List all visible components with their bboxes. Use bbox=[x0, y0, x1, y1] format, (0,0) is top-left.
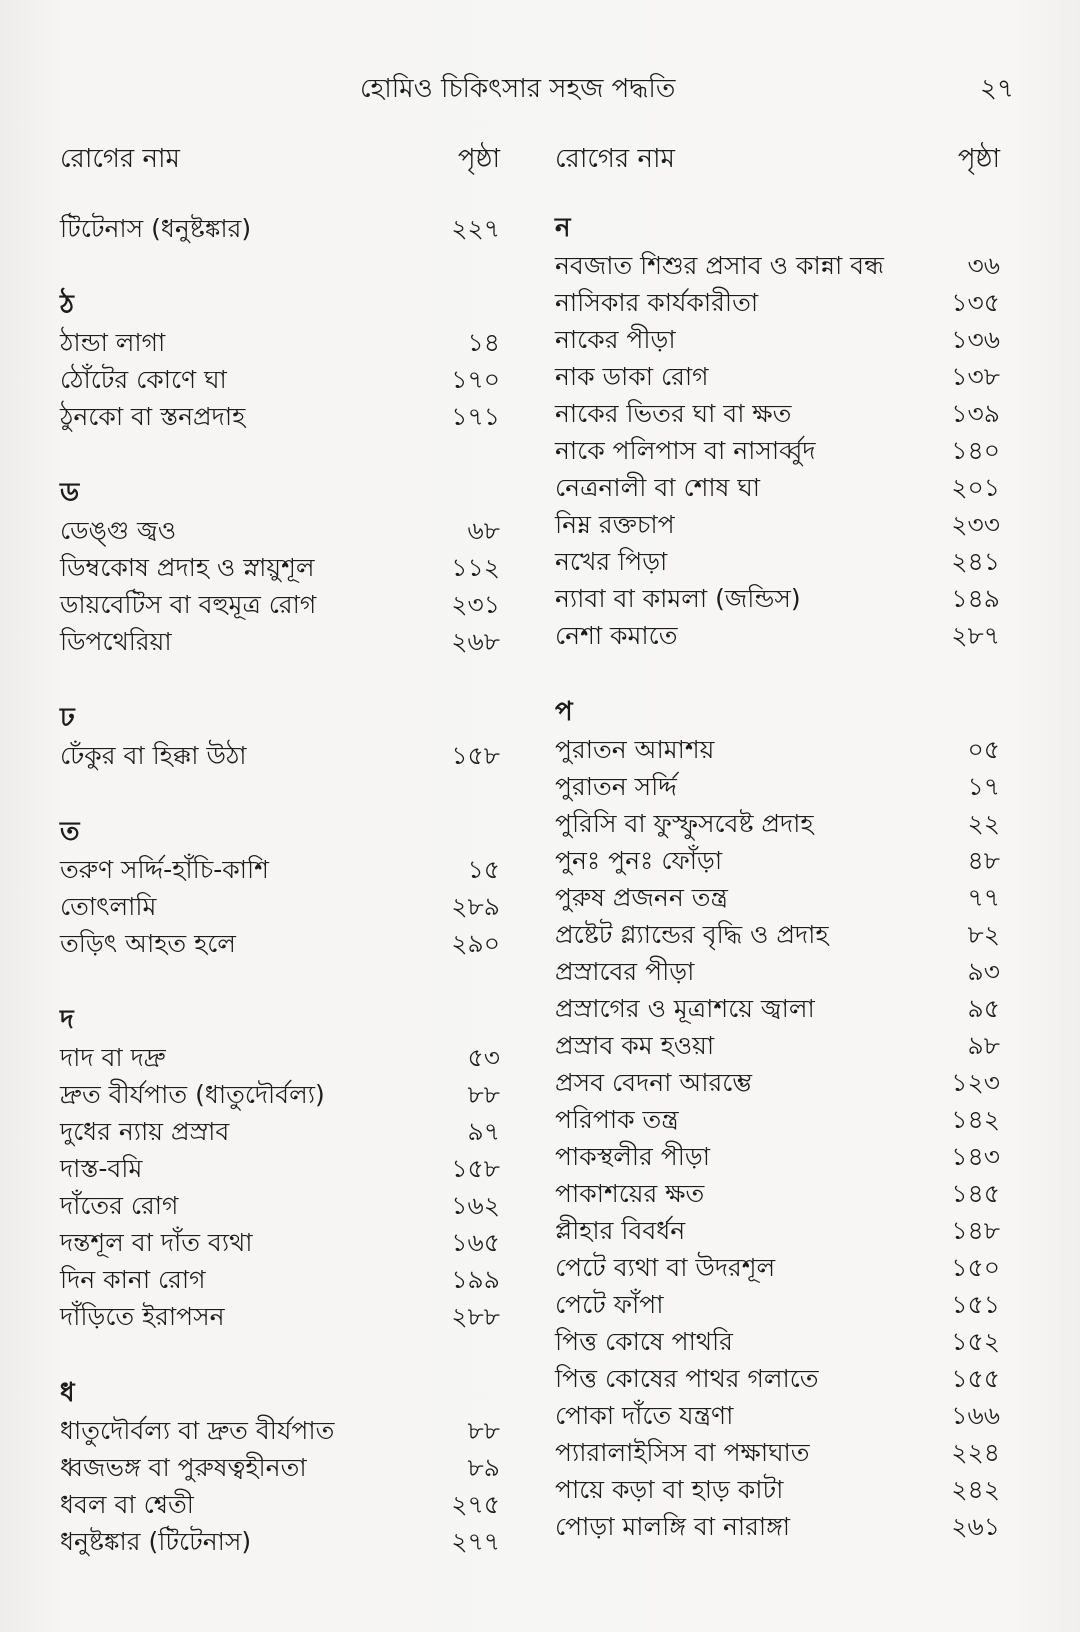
disease-name: পেটে ফাঁপা bbox=[555, 1290, 664, 1319]
page-ref: ২৮৮ bbox=[451, 1302, 500, 1331]
section-letter: ড bbox=[60, 478, 80, 508]
disease-name: পুনঃ পুনঃ ফোঁড়া bbox=[555, 846, 723, 875]
index-entry bbox=[555, 617, 1000, 654]
disease-name: ডেঙ্গু জ্বও bbox=[60, 516, 177, 545]
disease-name: ঢেঁকুর বা হিক্কা উঠা bbox=[60, 741, 247, 770]
index-entry bbox=[60, 586, 500, 623]
disease-name: পিত্ত কোষের পাথর গলাতে bbox=[555, 1364, 819, 1393]
disease-name: নাসিকার কার্যকারীতা bbox=[555, 288, 759, 317]
index-entry bbox=[60, 1261, 500, 1298]
disease-name: ঠান্ডা লাগা bbox=[60, 328, 166, 357]
index-entry bbox=[60, 1224, 500, 1261]
page-heading: পৃষ্ঠা bbox=[457, 144, 500, 174]
index-entry bbox=[555, 953, 1000, 990]
disease-name: ধবল বা শ্বেতী bbox=[60, 1490, 194, 1519]
section-letter: ত bbox=[60, 817, 80, 847]
disease-name: পাকস্থলীর পীড়া bbox=[555, 1142, 710, 1171]
index-entry bbox=[555, 1249, 1000, 1286]
section-letter: প bbox=[555, 697, 573, 727]
disease-name-heading: রোগের নাম bbox=[60, 144, 180, 174]
page-ref: ১৩৫ bbox=[951, 288, 1000, 317]
index-entry bbox=[555, 990, 1000, 1027]
page-ref: ২৩৩ bbox=[951, 510, 1000, 539]
page-ref: ৮৯ bbox=[467, 1453, 500, 1482]
right-column bbox=[555, 130, 1000, 1545]
running-head bbox=[0, 68, 1080, 108]
page-ref: ২২৪ bbox=[951, 1438, 1000, 1467]
index-entry bbox=[60, 1412, 500, 1449]
index-entry bbox=[60, 1150, 500, 1187]
disease-name: দাঁড়িতে ইরাপসন bbox=[60, 1302, 225, 1331]
disease-name: তড়িৎ আহত হলে bbox=[60, 929, 236, 958]
index-entry bbox=[60, 1449, 500, 1486]
page-ref: ৯৮ bbox=[967, 1031, 1000, 1060]
index-entry bbox=[60, 361, 500, 398]
disease-name: দাস্ত-বমি bbox=[60, 1154, 143, 1183]
index-entry bbox=[60, 324, 500, 361]
index-entry bbox=[60, 1486, 500, 1523]
index-entry bbox=[555, 395, 1000, 432]
index-entry bbox=[555, 879, 1000, 916]
disease-name: ডিপথেরিয়া bbox=[60, 627, 172, 656]
section-letter: দ bbox=[60, 1005, 74, 1035]
page-ref: ২২৭ bbox=[451, 214, 500, 243]
right-index-list bbox=[555, 210, 1000, 1545]
disease-name: ডায়বেটিস বা বহুমূত্র রোগ bbox=[60, 590, 317, 619]
page-ref: ১৫১ bbox=[951, 1290, 1000, 1319]
page-ref: ২৭৭ bbox=[451, 1527, 500, 1556]
page-ref: ১৭০ bbox=[451, 365, 500, 394]
index-entry bbox=[60, 1523, 500, 1560]
index-entry bbox=[555, 1101, 1000, 1138]
index-entry bbox=[555, 543, 1000, 580]
disease-name: নবজাত শিশুর প্রসাব ও কান্না বন্ধ bbox=[555, 251, 884, 280]
index-entry bbox=[60, 851, 500, 888]
index-entry bbox=[60, 1113, 500, 1150]
disease-name: দন্তশূল বা দাঁত ব্যথা bbox=[60, 1228, 253, 1257]
disease-name: পুরাতন আমাশয় bbox=[555, 735, 715, 764]
disease-name: তোৎলামি bbox=[60, 892, 157, 921]
index-entry bbox=[555, 1434, 1000, 1471]
disease-name: ডিম্বকোষ প্রদাহ ও স্নায়ুশূল bbox=[60, 553, 315, 582]
page-ref: ২৬১ bbox=[951, 1512, 1000, 1541]
page-ref: ২০১ bbox=[951, 473, 1000, 502]
index-entry bbox=[60, 549, 500, 586]
page-ref: ৫৩ bbox=[467, 1043, 500, 1072]
disease-name: প্যারালাইসিস বা পক্ষাঘাত bbox=[555, 1438, 810, 1467]
page-heading: পৃষ্ঠা bbox=[957, 144, 1000, 174]
disease-name: নিম্ন রক্তচাপ bbox=[555, 510, 675, 539]
disease-name: দাদ বা দদ্রু bbox=[60, 1043, 166, 1072]
page-ref: ৭৭ bbox=[967, 883, 1000, 912]
index-entry bbox=[60, 512, 500, 549]
index-entry bbox=[60, 1187, 500, 1224]
disease-name-heading: রোগের নাম bbox=[555, 144, 675, 174]
index-entry bbox=[555, 580, 1000, 617]
index-entry bbox=[555, 916, 1000, 953]
page-ref: ১৪৫ bbox=[951, 1179, 1000, 1208]
disease-name: প্রসব বেদনা আরম্ভে bbox=[555, 1068, 753, 1097]
section-letter: ন bbox=[555, 213, 571, 243]
index-entry bbox=[555, 358, 1000, 395]
index-entry bbox=[555, 1175, 1000, 1212]
page-ref: ১১২ bbox=[451, 553, 500, 582]
page-ref: ১৭১ bbox=[451, 402, 500, 431]
index-entry bbox=[60, 925, 500, 962]
page-ref: ৩৬ bbox=[967, 251, 1000, 280]
page-ref: ২৪১ bbox=[951, 547, 1000, 576]
index-entry bbox=[555, 1397, 1000, 1434]
disease-name: নেশা কমাতে bbox=[555, 621, 678, 650]
page-ref: ১৫০ bbox=[951, 1253, 1000, 1282]
index-entry bbox=[555, 768, 1000, 805]
disease-name: নেত্রনালী বা শোষ ঘা bbox=[555, 473, 761, 502]
page-ref: ২৬৮ bbox=[451, 627, 500, 656]
disease-name: প্রষ্টেট গ্ল্যান্ডের বৃদ্ধি ও প্রদাহ bbox=[555, 920, 829, 949]
page-ref: ২৯০ bbox=[451, 929, 500, 958]
index-entry bbox=[555, 321, 1000, 358]
page-ref: ১৬৫ bbox=[451, 1228, 500, 1257]
disease-name: দ্রুত বীর্যপাত (ধাতুদৌর্বল্য) bbox=[60, 1080, 325, 1109]
section-letter: ঢ bbox=[60, 703, 75, 733]
page-ref: ৮৮ bbox=[467, 1080, 500, 1109]
page-ref: ১৫২ bbox=[951, 1327, 1000, 1356]
disease-name: পাকাশয়ের ক্ষত bbox=[555, 1179, 705, 1208]
disease-name: পিত্ত কোষে পাথরি bbox=[555, 1327, 733, 1356]
disease-name: ন্যাবা বা কামলা (জন্ডিস) bbox=[555, 584, 801, 613]
index-entry bbox=[555, 1360, 1000, 1397]
page-ref: ৯৫ bbox=[967, 994, 1000, 1023]
disease-name: তরুণ সর্দ্দি-হাঁচি-কাশি bbox=[60, 855, 269, 884]
page-ref: ১৬২ bbox=[451, 1191, 500, 1220]
index-entry bbox=[60, 398, 500, 435]
disease-name: নাকের ভিতর ঘা বা ক্ষত bbox=[555, 399, 792, 428]
disease-name: প্লীহার বিবর্ধন bbox=[555, 1216, 686, 1245]
page-ref: ১৩৯ bbox=[951, 399, 1000, 428]
index-entry bbox=[555, 805, 1000, 842]
page-ref: ১৪ bbox=[467, 328, 500, 357]
book-title: হোমিও চিকিৎসার সহজ পদ্ধতি bbox=[360, 74, 676, 104]
index-entry bbox=[555, 1508, 1000, 1545]
page-ref: ৯৩ bbox=[967, 957, 1000, 986]
index-entry bbox=[555, 1064, 1000, 1101]
index-entry bbox=[60, 888, 500, 925]
disease-name: পুরুষ প্রজনন তন্ত্র bbox=[555, 883, 728, 912]
index-entry bbox=[60, 737, 500, 774]
disease-name: টিটেনাস (ধনুষ্টঙ্কার) bbox=[60, 214, 252, 243]
section-letter: ঠ bbox=[60, 290, 74, 320]
index-entry bbox=[60, 1076, 500, 1113]
page-ref: ২৮৭ bbox=[951, 621, 1000, 650]
page-ref: ৮২ bbox=[967, 920, 1000, 949]
disease-name: প্রস্রাগের ও মূত্রাশয়ে জ্বালা bbox=[555, 994, 815, 1023]
page-ref: ১৪৩ bbox=[951, 1142, 1000, 1171]
index-entry bbox=[555, 1323, 1000, 1360]
index-entry bbox=[555, 1027, 1000, 1064]
index-entry bbox=[555, 1212, 1000, 1249]
disease-name: পেটে ব্যথা বা উদরশূল bbox=[555, 1253, 776, 1282]
disease-name: নাকে পলিপাস বা নাসার্ব্বুদ bbox=[555, 436, 816, 465]
page-ref: ১৬৬ bbox=[951, 1401, 1000, 1430]
disease-name: ধনুষ্টঙ্কার (টিটেনাস) bbox=[60, 1527, 252, 1556]
page-ref: ১২৩ bbox=[951, 1068, 1000, 1097]
index-entry bbox=[555, 1286, 1000, 1323]
disease-name: পায়ে কড়া বা হাড় কাটা bbox=[555, 1475, 784, 1504]
disease-name: ধ্বজভঙ্গ বা পুরুষত্বহীনতা bbox=[60, 1453, 307, 1482]
page-ref: ১৪৮ bbox=[951, 1216, 1000, 1245]
page-ref: ১৭ bbox=[967, 772, 1000, 801]
page-ref: ১৪৯ bbox=[951, 584, 1000, 613]
disease-name: দাঁতের রোগ bbox=[60, 1191, 179, 1220]
index-entry bbox=[555, 731, 1000, 768]
disease-name: পোকা দাঁতে যন্ত্রণা bbox=[555, 1401, 734, 1430]
right-column-header bbox=[555, 130, 1000, 176]
page-ref: ২২ bbox=[967, 809, 1000, 838]
page-number: ২৭ bbox=[980, 74, 1014, 104]
page-ref: ২৭৫ bbox=[451, 1490, 500, 1519]
page-ref: ২৩১ bbox=[451, 590, 500, 619]
page-ref: ৮৮ bbox=[467, 1416, 500, 1445]
page-ref: ১৫৮ bbox=[451, 741, 500, 770]
index-entry bbox=[60, 1039, 500, 1076]
disease-name: নাক ডাকা রোগ bbox=[555, 362, 709, 391]
index-entry bbox=[555, 842, 1000, 879]
left-index-list bbox=[60, 210, 500, 1560]
disease-name: পোড়া মালঙ্গি বা নারাঙ্গা bbox=[555, 1512, 790, 1541]
index-entry bbox=[555, 1138, 1000, 1175]
section-letter: ধ bbox=[60, 1378, 75, 1408]
page-ref: ০৫ bbox=[967, 735, 1000, 764]
page-ref: ৯৭ bbox=[467, 1117, 500, 1146]
left-column bbox=[60, 130, 500, 1560]
page-ref: ৪৮ bbox=[967, 846, 1000, 875]
page-ref: ১৫৫ bbox=[951, 1364, 1000, 1393]
index-entry bbox=[60, 210, 500, 247]
disease-name: পুরিসি বা ফুস্ফুসবেষ্ট প্রদাহ bbox=[555, 809, 814, 838]
page-ref: ৬৮ bbox=[467, 516, 500, 545]
index-entry bbox=[555, 247, 1000, 284]
disease-name: ধাতুদৌর্বল্য বা দ্রুত বীর্যপাত bbox=[60, 1416, 335, 1445]
disease-name: নখের পিড়া bbox=[555, 547, 668, 576]
page-ref: ২৮৯ bbox=[451, 892, 500, 921]
page-ref: ১৩৬ bbox=[951, 325, 1000, 354]
disease-name: ঠোঁটের কোণে ঘা bbox=[60, 365, 227, 394]
page-ref: ২৪২ bbox=[951, 1475, 1000, 1504]
disease-name: পুরাতন সর্দ্দি bbox=[555, 772, 677, 801]
index-entry bbox=[60, 1298, 500, 1335]
page-ref: ১৯৯ bbox=[451, 1265, 500, 1294]
index-entry bbox=[555, 1471, 1000, 1508]
disease-name: নাকের পীড়া bbox=[555, 325, 676, 354]
page-ref: ১৫ bbox=[467, 855, 500, 884]
page-ref: ১৩৮ bbox=[951, 362, 1000, 391]
page-ref: ১৪২ bbox=[951, 1105, 1000, 1134]
disease-name: প্রস্রাবের পীড়া bbox=[555, 957, 695, 986]
index-entry bbox=[555, 432, 1000, 469]
index-entry bbox=[555, 506, 1000, 543]
index-entry bbox=[555, 284, 1000, 321]
page-ref: ১৪০ bbox=[951, 436, 1000, 465]
index-entry bbox=[555, 469, 1000, 506]
page-ref: ১৫৮ bbox=[451, 1154, 500, 1183]
disease-name: প্রস্রাব কম হওয়া bbox=[555, 1031, 715, 1060]
disease-name: ঠুনকো বা স্তনপ্রদাহ bbox=[60, 402, 246, 431]
disease-name: পরিপাক তন্ত্র bbox=[555, 1105, 679, 1134]
disease-name: দিন কানা রোগ bbox=[60, 1265, 206, 1294]
left-column-header bbox=[60, 130, 500, 176]
index-entry bbox=[60, 623, 500, 660]
disease-name: দুধের ন্যায় প্রস্রাব bbox=[60, 1117, 230, 1146]
